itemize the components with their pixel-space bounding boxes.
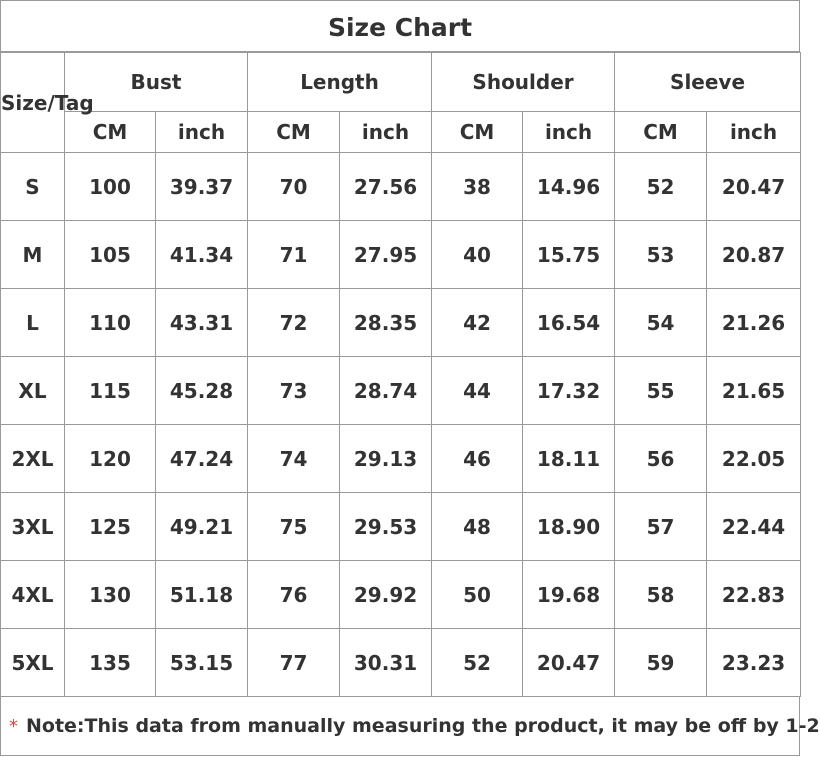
table-cell: 54 xyxy=(615,289,707,357)
table-cell: 100 xyxy=(65,153,156,221)
group-header-sleeve: Sleeve xyxy=(615,53,801,112)
table-cell: 47.24 xyxy=(156,425,248,493)
table-cell: 22.05 xyxy=(707,425,801,493)
header-row-groups xyxy=(1,53,801,112)
table-cell: 70 xyxy=(248,153,340,221)
table-cell: 28.35 xyxy=(340,289,432,357)
table-cell: 125 xyxy=(65,493,156,561)
unit-header-inch: inch xyxy=(340,112,432,153)
table-cell: 45.28 xyxy=(156,357,248,425)
table-cell: 53.15 xyxy=(156,629,248,697)
table-cell: 42 xyxy=(432,289,523,357)
unit-header-inch: inch xyxy=(523,112,615,153)
table-cell: 50 xyxy=(432,561,523,629)
table-cell: 18.90 xyxy=(523,493,615,561)
table-cell: 58 xyxy=(615,561,707,629)
group-header-shoulder: Shoulder xyxy=(432,53,615,112)
table-cell: 40 xyxy=(432,221,523,289)
table-cell: 14.96 xyxy=(523,153,615,221)
table-cell: 75 xyxy=(248,493,340,561)
size-label: XL xyxy=(1,357,65,425)
table-cell: 56 xyxy=(615,425,707,493)
table-cell: 20.87 xyxy=(707,221,801,289)
unit-header-cm: CM xyxy=(65,112,156,153)
table-row xyxy=(1,561,801,629)
table-cell: 72 xyxy=(248,289,340,357)
measurement-note xyxy=(0,696,820,756)
table-cell: 74 xyxy=(248,425,340,493)
unit-header-cm: CM xyxy=(248,112,340,153)
table-cell: 110 xyxy=(65,289,156,357)
unit-header-cm: CM xyxy=(432,112,523,153)
size-label: M xyxy=(1,221,65,289)
group-header-bust: Bust xyxy=(65,53,248,112)
table-cell: 20.47 xyxy=(523,629,615,697)
table-cell: 57 xyxy=(615,493,707,561)
size-column-header: Size/Tag xyxy=(1,53,65,153)
table-cell: 17.32 xyxy=(523,357,615,425)
table-cell: 16.54 xyxy=(523,289,615,357)
table-cell: 27.95 xyxy=(340,221,432,289)
table-cell: 28.74 xyxy=(340,357,432,425)
size-table xyxy=(0,52,801,697)
size-label: 2XL xyxy=(1,425,65,493)
table-row xyxy=(1,629,801,697)
table-cell: 53 xyxy=(615,221,707,289)
table-cell: 18.11 xyxy=(523,425,615,493)
table-row xyxy=(1,289,801,357)
table-cell: 130 xyxy=(65,561,156,629)
table-cell: 15.75 xyxy=(523,221,615,289)
table-cell: 27.56 xyxy=(340,153,432,221)
table-cell: 77 xyxy=(248,629,340,697)
table-cell: 29.92 xyxy=(340,561,432,629)
table-cell: 48 xyxy=(432,493,523,561)
size-label: S xyxy=(1,153,65,221)
table-cell: 44 xyxy=(432,357,523,425)
table-cell: 52 xyxy=(432,629,523,697)
size-label: 3XL xyxy=(1,493,65,561)
table-cell: 22.44 xyxy=(707,493,801,561)
table-cell: 23.23 xyxy=(707,629,801,697)
table-row xyxy=(1,153,801,221)
unit-header-inch: inch xyxy=(707,112,801,153)
table-cell: 29.53 xyxy=(340,493,432,561)
size-label: 4XL xyxy=(1,561,65,629)
table-row xyxy=(1,425,801,493)
table-cell: 20.47 xyxy=(707,153,801,221)
table-row xyxy=(1,221,801,289)
table-cell: 46 xyxy=(432,425,523,493)
table-cell: 21.65 xyxy=(707,357,801,425)
unit-header-inch: inch xyxy=(156,112,248,153)
size-rows xyxy=(1,153,801,697)
table-cell: 73 xyxy=(248,357,340,425)
table-cell: 71 xyxy=(248,221,340,289)
table-cell: 43.31 xyxy=(156,289,248,357)
table-cell: 120 xyxy=(65,425,156,493)
table-cell: 105 xyxy=(65,221,156,289)
note-text: Note:This data from manually measuring the product, it may be off by 1-2 xyxy=(26,715,820,737)
note-asterisk: * xyxy=(9,716,18,737)
table-row xyxy=(1,493,801,561)
table-cell: 55 xyxy=(615,357,707,425)
table-cell: 21.26 xyxy=(707,289,801,357)
table-cell: 29.13 xyxy=(340,425,432,493)
table-row xyxy=(1,357,801,425)
table-cell: 49.21 xyxy=(156,493,248,561)
group-header-length: Length xyxy=(248,53,432,112)
table-cell: 39.37 xyxy=(156,153,248,221)
table-cell: 115 xyxy=(65,357,156,425)
table-cell: 38 xyxy=(432,153,523,221)
table-cell: 135 xyxy=(65,629,156,697)
size-label: 5XL xyxy=(1,629,65,697)
table-cell: 22.83 xyxy=(707,561,801,629)
table-cell: 51.18 xyxy=(156,561,248,629)
table-cell: 41.34 xyxy=(156,221,248,289)
header-row-units xyxy=(1,112,801,153)
unit-header-cm: CM xyxy=(615,112,707,153)
table-cell: 52 xyxy=(615,153,707,221)
chart-title: Size Chart xyxy=(0,0,800,52)
table-cell: 30.31 xyxy=(340,629,432,697)
table-cell: 19.68 xyxy=(523,561,615,629)
size-label: L xyxy=(1,289,65,357)
table-cell: 76 xyxy=(248,561,340,629)
table-cell: 59 xyxy=(615,629,707,697)
